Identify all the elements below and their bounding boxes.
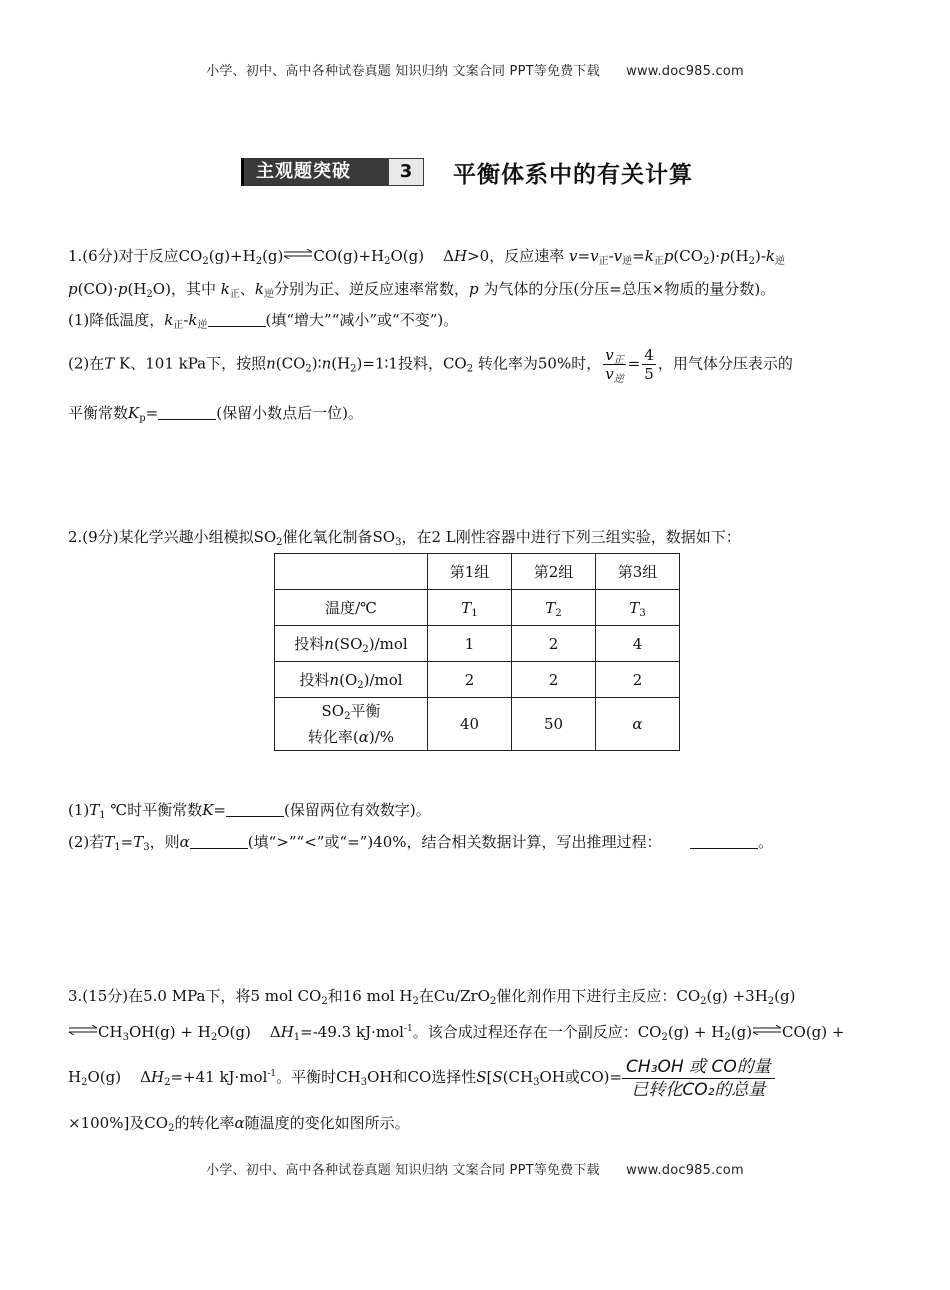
equilibrium-arrow-icon — [283, 249, 313, 259]
table-cell: 投料$n(O_2)$/mol — [275, 662, 428, 698]
answer-blank-q1-2[interactable] — [158, 405, 216, 420]
table-header-cell: 第2组 — [512, 554, 596, 590]
table-header-cell: 第3组 — [596, 554, 680, 590]
table-row — [275, 626, 680, 662]
q1-part2: (2)在T K、101 kPa下，按照$n(CO_2)∶n(H_2)=1∶1$投料，$CO_2$ 转化率为50%时， $\frac{v_正}{v_逆}$ = $\frac{4}{5}$ ，用气体分压表示的 — [68, 346, 793, 385]
table-row — [275, 590, 680, 626]
rate-ratio-fraction: $\frac{v_正}{v_逆}$ — [605, 346, 624, 385]
table-cell: 40 — [428, 698, 512, 751]
equilibrium-arrow-icon — [68, 1025, 98, 1035]
table-cell: 2 — [596, 662, 680, 698]
header-text: 小学、初中、高中各种试卷真题 知识归纳 文案合同 PPT等免费下载 — [206, 64, 600, 79]
section-title — [241, 156, 761, 192]
table-cell: 1 — [428, 626, 512, 662]
table-cell: 2 — [512, 626, 596, 662]
equilibrium-arrow-icon — [752, 1025, 782, 1035]
section-tag — [241, 158, 424, 186]
q2-part2: (2)若$T_1=T_3$，则α (填“>”“<”或“=”)40%，结合相关数据计算，写出推理过程： 。 — [68, 833, 774, 853]
table-cell: 4 — [596, 626, 680, 662]
table-row — [275, 698, 680, 751]
table-row — [275, 554, 680, 590]
q2-part1: $(1)T_1$ ℃时平衡常数K= (保留两位有效数字)。 — [68, 801, 431, 821]
table-cell: α — [596, 698, 680, 751]
table-cell: 2 — [512, 662, 596, 698]
selectivity-fraction: $\frac{\text{CH₃OH 或 CO的量}}{\text{已转化CO₂的总量}}$ — [622, 1056, 775, 1101]
table-cell: $T_3$ — [596, 590, 680, 626]
table-row — [275, 662, 680, 698]
section-tag-number: 3 — [388, 158, 424, 186]
q2-intro: 2.(9分)某化学兴趣小组模拟$SO_2$催化氧化制备$SO_3$，在2 L刚性容器中进行下列三组实验，数据如下： — [68, 528, 741, 548]
answer-blank-q2-2[interactable] — [190, 834, 248, 849]
q3-line3: $H_2O(g)$ $\Delta H_2=+41$ kJ·mol$^{-1}$。平衡时$CH_3OH$和CO选择性$S[S(CH_3OH$或CO)= $\frac{\text{CH₃OH 或 CO的量}}{\text{已转化CO₂的总量}}$ — [68, 1054, 888, 1101]
answer-blank-q1-1[interactable] — [208, 312, 266, 327]
q1-part2-line2: 平衡常数$K_p=$ (保留小数点后一位)。 — [68, 404, 363, 424]
q3-line2: $CH_3OH(g) + H_2O(g)$ $\Delta H_1=-49.3$ kJ·mol$^{-1}$。该合成过程还存在一个副反应：$CO_2(g) + H_2(g) CO(g)$ + — [68, 1022, 888, 1042]
table-cell: $SO_2$平衡 转化率(α)/% — [275, 698, 428, 751]
table-header-cell: 第1组 — [428, 554, 512, 590]
footer-url[interactable]: www.doc985.com — [626, 1163, 744, 1178]
answer-blank-q2-1[interactable] — [226, 802, 284, 817]
q1-line1: 1.(6分)对于反应$CO_2(g)+H_2(g)$ $CO(g)+H_2O(g)$ ΔH>0，反应速率 $v=v_正-v_逆=k_正p(CO_2)\cdot p(H_2)-k_逆$ — [68, 247, 785, 267]
q1-part1: (1)降低温度，$k_正-k_逆$ (填“增大”“减小”或“不变”)。 — [68, 311, 459, 331]
value-fraction: $\frac{4}{5}$ — [644, 346, 654, 383]
experiment-table — [274, 553, 680, 751]
table-cell: $T_1$ — [428, 590, 512, 626]
table-cell: 50 — [512, 698, 596, 751]
table-cell: $T_2$ — [512, 590, 596, 626]
table-cell: 温度/℃ — [275, 590, 428, 626]
q1-line2: $p(CO)\cdot p(H_2O)$，其中 $k_正$、$k_逆$分别为正、逆反应速率常数，p 为气体的分压(分压=总压×物质的量分数)。 — [68, 280, 776, 300]
page-header-top — [0, 60, 950, 79]
section-heading: 平衡体系中的有关计算 — [453, 162, 693, 188]
q3-line4: ×100%]及$CO_2$的转化率α随温度的变化如图所示。 — [68, 1114, 410, 1134]
table-cell: 投料$n(SO_2)$/mol — [275, 626, 428, 662]
page-footer — [0, 1159, 950, 1178]
answer-blank-q2-3[interactable] — [690, 834, 758, 849]
q3-line1: 3.(15分)在5.0 MPa下，将5 mol $CO_2$和16 mol $H_2$在Cu/ZrO$_2$催化剂作用下进行主反应：$CO_2(g) +3H_2(g)$ — [68, 987, 796, 1007]
table-cell: 2 — [428, 662, 512, 698]
footer-text: 小学、初中、高中各种试卷真题 知识归纳 文案合同 PPT等免费下载 — [206, 1163, 600, 1178]
section-tag-text: 主观题突破 — [256, 161, 351, 182]
header-url[interactable]: www.doc985.com — [626, 64, 744, 79]
